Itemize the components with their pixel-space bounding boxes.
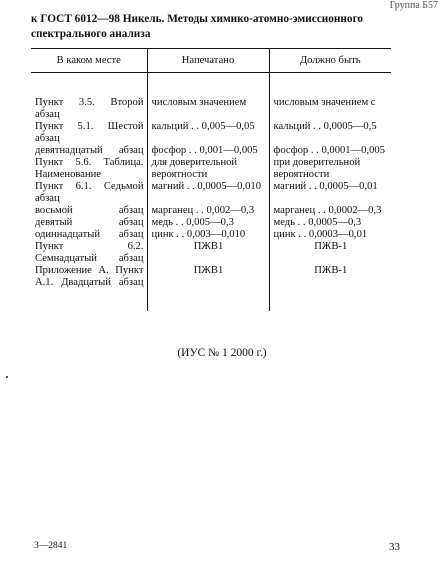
printed-cell: ПЖВ1	[147, 265, 269, 311]
table-header-row	[31, 49, 391, 73]
table-row	[31, 229, 391, 241]
place-cell: одиннадцатый абзац	[35, 229, 144, 240]
document-title: к ГОСТ 6012—98 Никель. Методы химико-атомно-эмиссионного спектрального анализа	[31, 13, 364, 40]
printed-cell: кальций . . 0,005—0,05	[147, 121, 269, 145]
table-row	[31, 157, 391, 181]
printed-cell: числовым значением	[147, 73, 269, 122]
print-order-code: 3—2841	[34, 541, 68, 551]
printed-cell: марганец . . 0,002—0,3	[147, 205, 269, 217]
page-number: 33	[389, 541, 400, 553]
should-be-cell: числовым значением с	[269, 73, 391, 122]
table-row	[31, 265, 391, 311]
place-cell: Приложение А. Пункт А.1. Двадцатый абзац	[35, 265, 144, 288]
printed-cell: ПЖВ1	[147, 241, 269, 265]
column-header-printed: Напечатано	[147, 49, 269, 73]
table-row	[31, 217, 391, 229]
place-cell: Пункт 5.6. Таблица. Наименование	[35, 157, 144, 180]
table-row	[31, 241, 391, 265]
place-cell: Пункт 3.5. Второй абзац	[35, 97, 144, 120]
place-cell: девятнадцатый абзац	[35, 145, 144, 156]
table-row	[31, 145, 391, 157]
place-cell: Пункт 5.1. Шестой абзац	[35, 121, 144, 144]
should-be-cell: ПЖВ-1	[269, 241, 391, 265]
table-row	[31, 181, 391, 205]
correction-table	[31, 48, 391, 311]
should-be-cell: кальций . . 0,0005—0,5	[269, 121, 391, 145]
printed-cell: магний . . 0,0005—0,010	[147, 181, 269, 205]
printed-cell: медь . . 0,005—0,3	[147, 217, 269, 229]
should-be-cell: марганец . . 0,0002—0,3	[269, 205, 391, 217]
column-header-place: В каком месте	[31, 49, 147, 73]
table-row	[31, 205, 391, 217]
printed-cell: цинк . . 0,003—0,010	[147, 229, 269, 241]
should-be-cell: ПЖВ-1	[269, 265, 391, 311]
table-row	[31, 73, 391, 122]
should-be-cell: фосфор . . 0,0001—0,005	[269, 145, 391, 157]
place-cell: Пункт 6.2. Семнадцатый абзац	[35, 241, 144, 264]
table-row	[31, 121, 391, 145]
should-be-cell: при доверительной вероятности	[269, 157, 391, 181]
corner-header-fragment: Группа Б57	[389, 0, 438, 11]
place-cell: девятый абзац	[35, 217, 144, 228]
place-cell: Пункт 6.1. Седьмой абзац	[35, 181, 144, 204]
column-header-should-be: Должно быть	[269, 49, 391, 73]
ius-reference: (ИУС № 1 2000 г.)	[177, 347, 267, 359]
place-cell: восьмой абзац	[35, 205, 144, 216]
printed-cell: для доверительной вероятности	[147, 157, 269, 181]
should-be-cell: цинк . . 0,0003—0,01	[269, 229, 391, 241]
should-be-cell: медь . . 0,0005—0,3	[269, 217, 391, 229]
printed-cell: фосфор . . 0,001—0,005	[147, 145, 269, 157]
should-be-cell: магний . . 0,0005—0,01	[269, 181, 391, 205]
scan-speck	[6, 376, 8, 378]
